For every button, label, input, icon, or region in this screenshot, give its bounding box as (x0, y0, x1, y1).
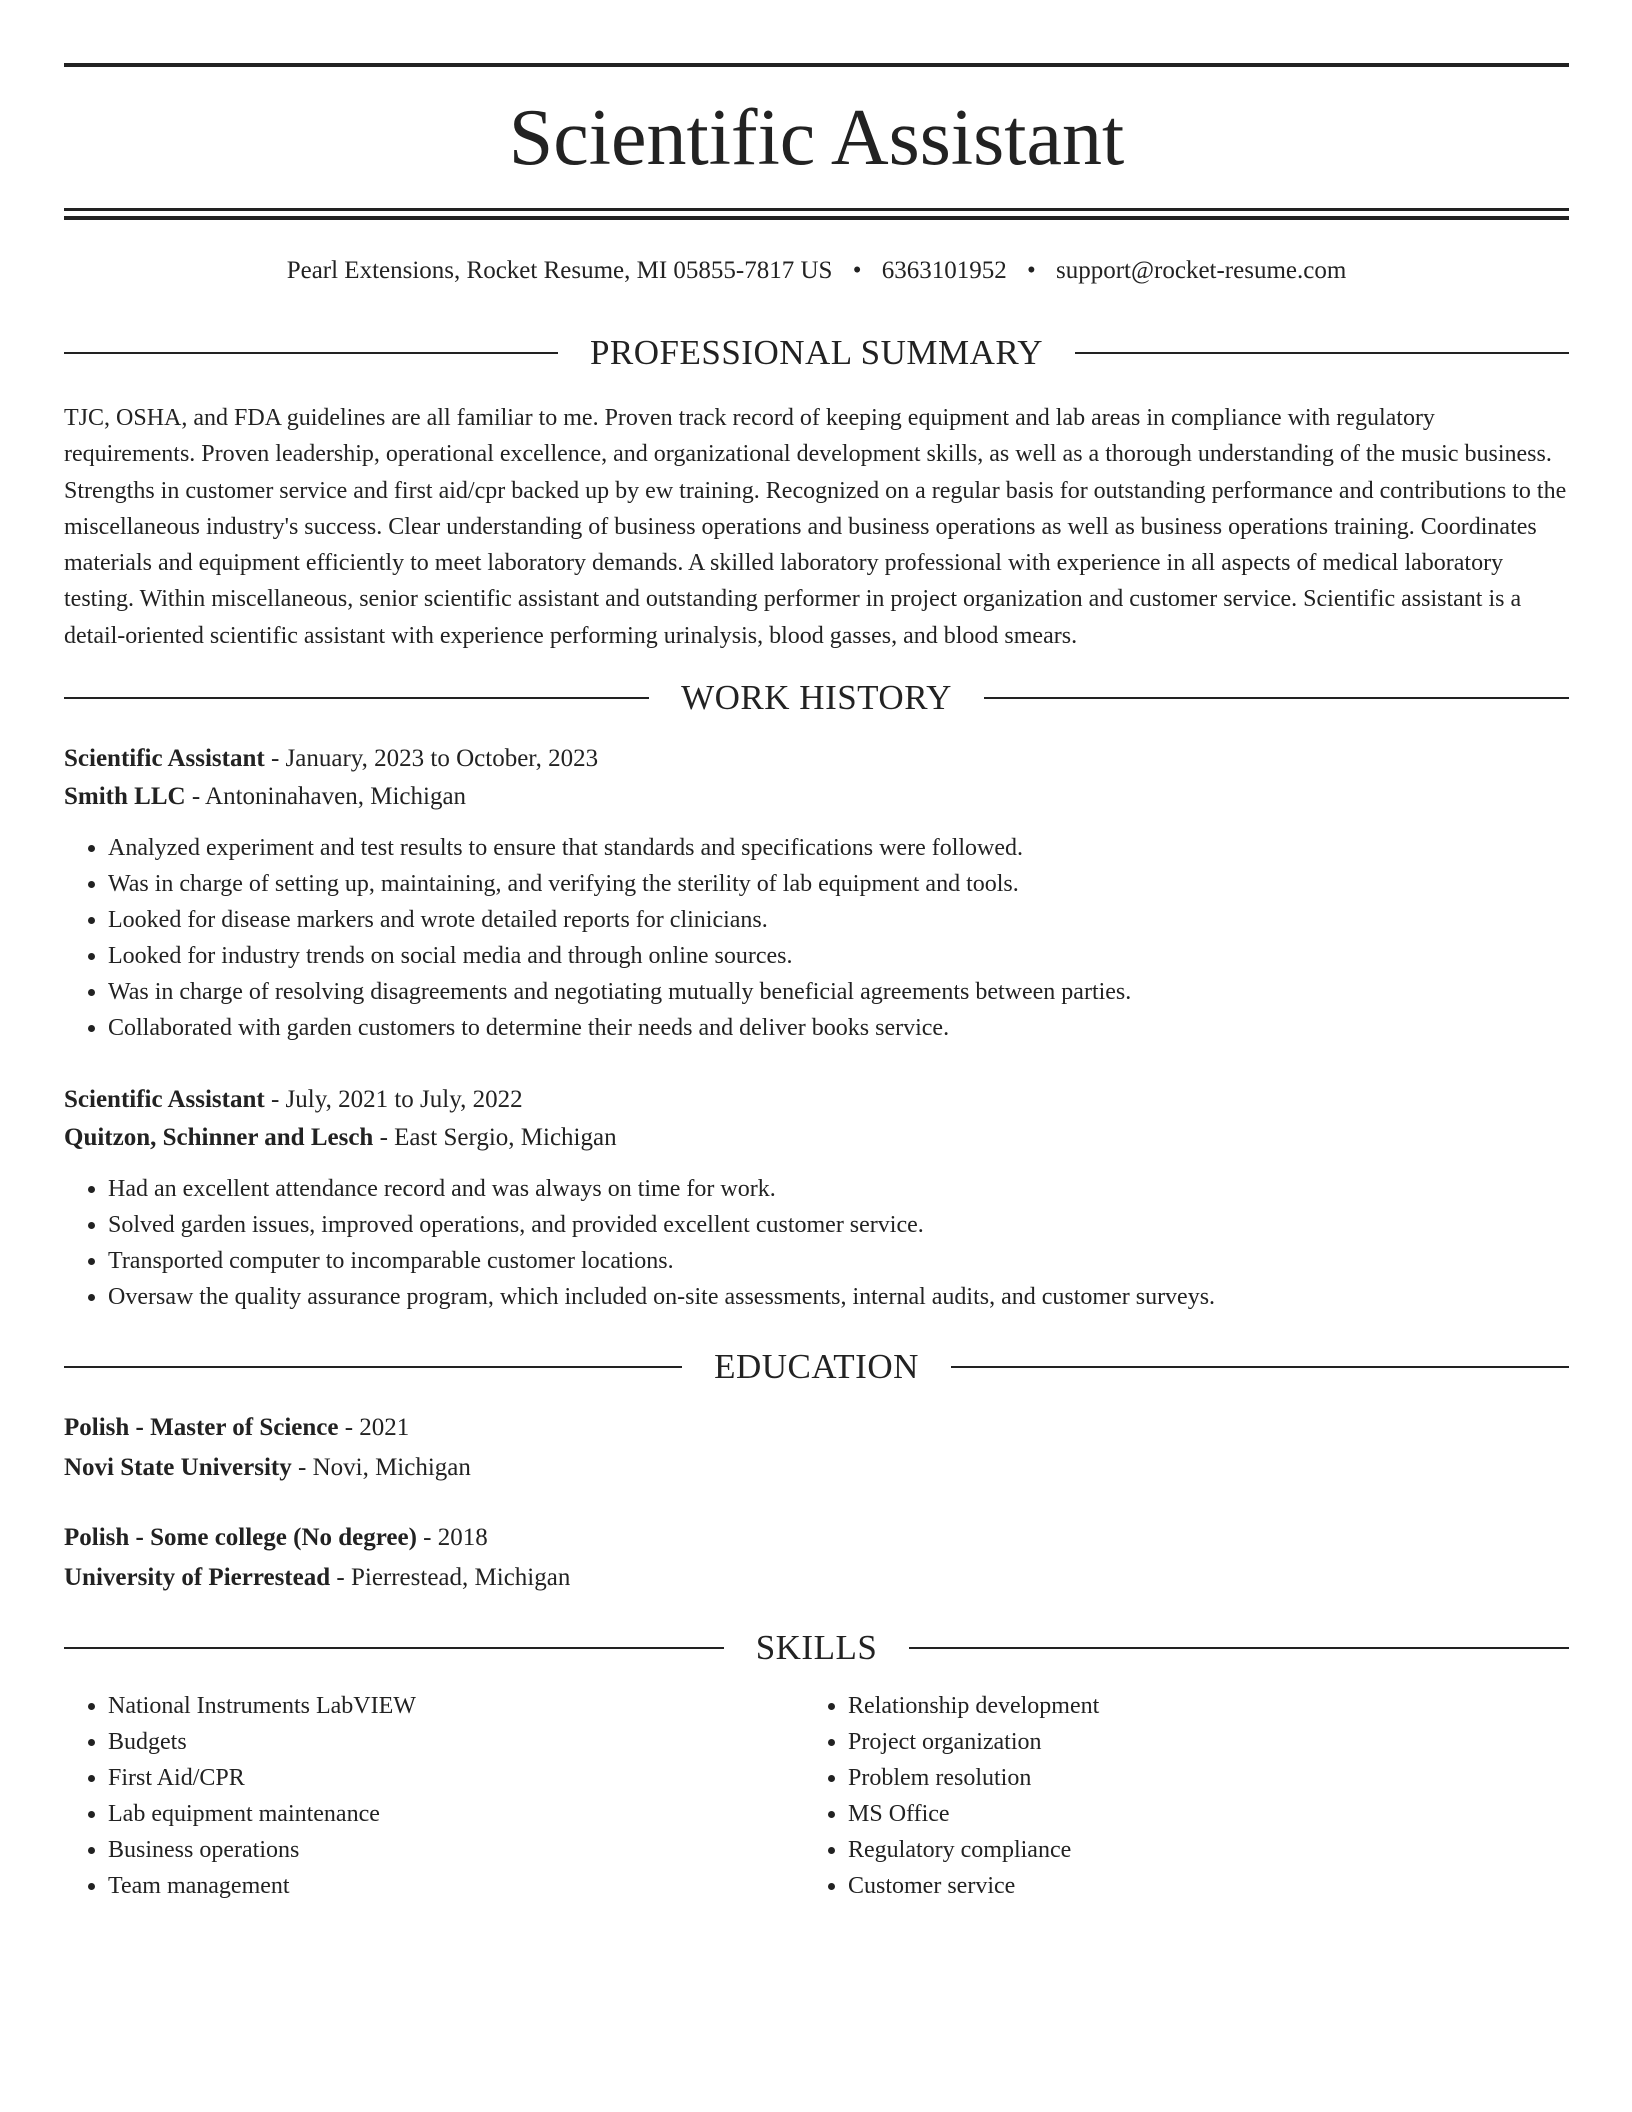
section-title-skills: SKILLS (755, 1628, 878, 1667)
skill-item: • National Instruments LabVIEW (108, 1688, 808, 1724)
section-title-education: EDUCATION (714, 1347, 919, 1386)
education-school: Novi State University (64, 1454, 292, 1481)
job-title-line (64, 1081, 1569, 1119)
contact-separator: • (852, 257, 862, 284)
job-location: - Antoninahaven, Michigan (185, 783, 467, 810)
contact-email: support@rocket-resume.com (1056, 257, 1347, 284)
job-title: Scientific Assistant (64, 1086, 265, 1113)
education-year: - 2021 (338, 1414, 410, 1441)
job-dates: - January, 2023 to October, 2023 (264, 745, 599, 772)
job-bullet: • Oversaw the quality assurance program, which included on-site assessments, internal audits, and customer surveys. (108, 1279, 1569, 1315)
education-year: - 2018 (416, 1524, 488, 1551)
education-degree: Polish - Master of Science (64, 1414, 339, 1441)
section-header-education (64, 1345, 1569, 1389)
job-bullet: • Collaborated with garden customers to determine their needs and deliver books service. (108, 1010, 1569, 1046)
skill-item: • Budgets (108, 1724, 808, 1760)
education-school-line (64, 1558, 1569, 1598)
job-title-line (64, 740, 1569, 778)
skill-item: • Lab equipment maintenance (108, 1796, 808, 1832)
section-rule-right (984, 697, 1569, 699)
skill-item: • Project organization (848, 1724, 1548, 1760)
contact-address: Pearl Extensions, Rocket Resume, MI 05855-7817 US (286, 257, 833, 284)
job-bullet: • Solved garden issues, improved operations, and provided excellent customer service. (108, 1207, 1569, 1243)
job-bullets (64, 830, 1569, 1046)
job-entry (64, 740, 1569, 1046)
skill-item: • Customer service (848, 1868, 1548, 1904)
skills-list-right (804, 1688, 1548, 1904)
education-school: University of Pierrestead (64, 1564, 331, 1591)
skill-item: • Regulatory compliance (848, 1832, 1548, 1868)
education-entry (64, 1518, 1569, 1598)
job-bullets (64, 1171, 1569, 1315)
job-dates: - July, 2021 to July, 2022 (264, 1086, 523, 1113)
professional-summary-text: TJC, OSHA, and FDA guidelines are all familiar to me. Proven track record of keeping equipment and lab areas in compliance with regulatory requirements. Proven leadership, operational excellence, and organizational development skills, as well as a thorough understanding of the music business. Strengths in customer service and first aid/cpr backed up by ew training. Recognized on a regular basis for outstanding performance and contributions to the miscellaneous industry's success. Clear understanding of business operations and business operations as well as business operations training. Coordinates materials and equipment efficiently to meet laboratory demands. A skilled laboratory professional with experience in all aspects of medical laboratory testing. Within miscellaneous, senior scientific assistant and outstanding performer in project organization and customer service. Scientific assistant is a detail-oriented scientific assistant with experience performing urinalysis, blood gasses, and blood smears. (64, 405, 1567, 649)
header-bottom-rule-2 (64, 216, 1569, 220)
job-bullet: • Had an excellent attendance record and was always on time for work. (108, 1171, 1569, 1207)
section-header-work (64, 676, 1569, 720)
contact-separator: • (1026, 257, 1036, 284)
section-rule-right (1075, 352, 1569, 354)
education-degree-line (64, 1518, 1569, 1558)
skill-item: • First Aid/CPR (108, 1760, 808, 1796)
contact-line (64, 254, 1569, 288)
job-bullet: • Was in charge of resolving disagreements and negotiating mutually beneficial agreements between parties. (108, 974, 1569, 1010)
job-entry (64, 1081, 1569, 1315)
job-company: Quitzon, Schinner and Lesch (64, 1124, 374, 1151)
skill-item: • Problem resolution (848, 1760, 1548, 1796)
job-location: - East Sergio, Michigan (373, 1124, 617, 1151)
header-bottom-rule (64, 208, 1569, 211)
skill-item: • Team management (108, 1868, 808, 1904)
education-school-line (64, 1448, 1569, 1488)
education-degree: Polish - Some college (No degree) (64, 1524, 417, 1551)
job-bullet: • Looked for industry trends on social media and through online sources. (108, 938, 1569, 974)
skill-item: • MS Office (848, 1796, 1548, 1832)
section-title-work: WORK HISTORY (681, 678, 952, 717)
skill-item: • Relationship development (848, 1688, 1548, 1724)
job-company-line (64, 778, 1569, 816)
section-header-skills (64, 1626, 1569, 1670)
section-title-summary: PROFESSIONAL SUMMARY (589, 333, 1044, 372)
job-bullet: • Was in charge of setting up, maintaining, and verifying the sterility of lab equipment and tools. (108, 866, 1569, 902)
skill-item: • Business operations (108, 1832, 808, 1868)
education-degree-line (64, 1408, 1569, 1448)
job-company-line (64, 1119, 1569, 1157)
section-rule-left (64, 352, 558, 354)
section-rule-right (909, 1647, 1569, 1649)
education-location: - Pierrestead, Michigan (330, 1564, 571, 1591)
job-company: Smith LLC (64, 783, 186, 810)
job-bullet: • Looked for disease markers and wrote detailed reports for clinicians. (108, 902, 1569, 938)
contact-phone: 6363101952 (881, 257, 1007, 284)
section-rule-left (64, 1366, 682, 1368)
section-rule-left (64, 697, 649, 699)
education-location: - Novi, Michigan (291, 1454, 471, 1481)
section-rule-left (64, 1647, 724, 1649)
job-title: Scientific Assistant (64, 745, 265, 772)
resume-name-heading: Scientific Assistant (508, 94, 1125, 182)
education-entry (64, 1408, 1569, 1488)
job-bullet: • Analyzed experiment and test results to ensure that standards and specifications were followed. (108, 830, 1569, 866)
skills-list-left (64, 1688, 808, 1904)
section-rule-right (951, 1366, 1569, 1368)
job-bullet: • Transported computer to incomparable customer locations. (108, 1243, 1569, 1279)
header-top-rule (64, 63, 1569, 67)
section-header-summary (64, 331, 1569, 375)
